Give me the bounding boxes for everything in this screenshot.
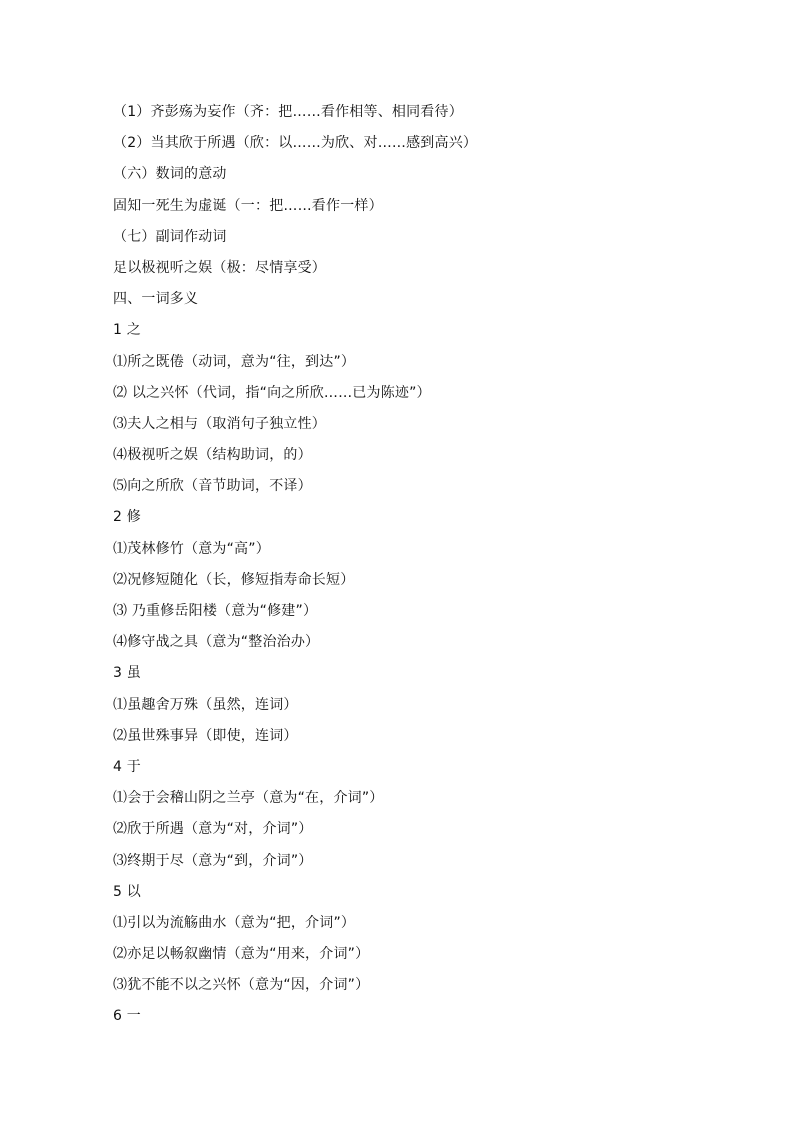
text-line: ⑴会于会稽山阴之兰亭（意为“在，介词”） [113,790,384,807]
word-heading: 3 虽 [113,665,141,682]
text-line: （2）当其欣于所遇（欣：以……为欣、对……感到高兴） [113,135,478,152]
text-line: ⑴茂林修竹（意为“高”） [113,540,270,557]
text-line: ⑵欣于所遇（意为“对，介词”） [113,821,313,838]
text-line: ⑵亦足以畅叙幽情（意为“用来，介词”） [113,946,370,963]
section-heading: （六）数词的意动 [113,166,227,183]
section-heading: 四、一词多义 [113,291,199,308]
word-heading: 1 之 [113,322,141,339]
text-line: ⑶犹不能不以之兴怀（意为“因，介词”） [113,977,370,994]
word-heading: 5 以 [113,883,141,900]
text-line: ⑶夫人之相与（取消句子独立性） [113,415,326,432]
text-line: ⑷极视听之娱（结构助词，的） [113,447,312,464]
text-line: ⑶ 乃重修岳阳楼（意为“修建”） [113,603,318,619]
text-line: （1）齐彭殇为妄作（齐：把……看作相等、相同看待） [113,104,463,120]
text-line: ⑸向之所欣（音节助词，不译） [113,478,312,495]
document-body [113,100,713,1036]
text-line: ⑵ 以之兴怀（代词，指“向之所欣……已为陈迹”） [113,384,431,401]
text-line: ⑴引以为流觞曲水（意为“把，介词”） [113,914,356,931]
text-line: ⑴所之既倦（动词，意为“往，到达”） [113,353,356,370]
text-line: ⑵况修短随化（长，修短指寿命长短） [113,571,355,588]
text-line: ⑵虽世殊事异（即使，连词） [113,727,298,744]
word-heading: 2 修 [113,509,141,526]
word-heading: 6 一 [113,1008,141,1025]
section-heading: （七）副词作动词 [113,228,227,245]
text-line: 固知一死生为虚诞（一：把……看作一样） [113,197,383,214]
text-line: ⑷修守战之具（意为“整治治办） [113,634,320,651]
word-heading: 4 于 [113,758,141,775]
text-line: 足以极视听之娱（极：尽情享受） [113,259,326,276]
text-line: ⑴虽趣舍万殊（虽然，连词） [113,696,298,713]
text-line: ⑶终期于尽（意为“到，介词”） [113,852,313,869]
